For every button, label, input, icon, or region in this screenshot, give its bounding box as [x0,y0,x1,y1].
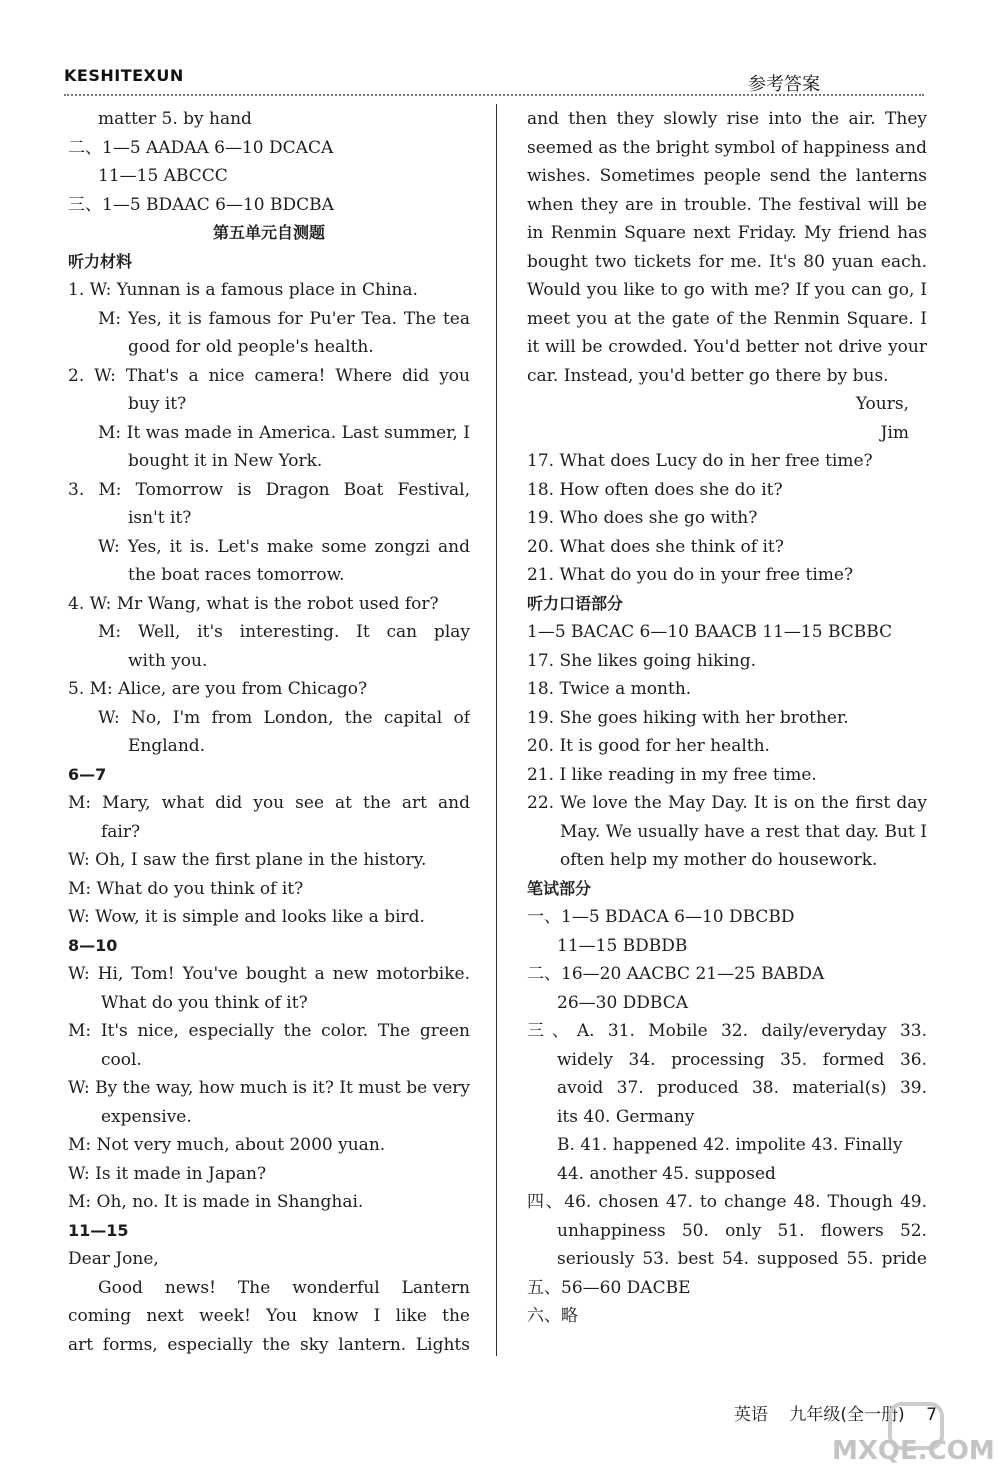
text-line: M: Yes, it is famous for Pu'er Tea. The tea [98,308,470,329]
text-line: with you. [128,650,208,671]
text-line: 8—10 [68,935,118,955]
text-line: 11—15 [68,1220,129,1240]
text-line: 17. She likes going hiking. [527,650,757,671]
text-line: seemed as the bright symbol of happiness and [527,137,927,158]
text-line: 5. M: Alice, are you from Chicago? [68,679,368,699]
header-section-title: 参考答案 [748,74,820,95]
text-line: 6—7 [68,764,107,784]
text-line: 11—15 BDBDB [557,935,688,956]
text-line: W: Is it made in Japan? [68,1163,267,1184]
text-line: when they are in trouble. The festival will be [527,194,927,215]
header-series-name: KESHITEXUN [64,66,184,85]
text-line: meet you at the gate of the Renmin Square. I [527,308,927,329]
column-divider [496,104,497,1356]
text-line: 19. Who does she go with? [527,508,758,528]
text-line: W: Wow, it is simple and looks like a bird. [68,907,425,927]
text-line: M: Oh, no. It is made in Shanghai. [68,1192,364,1212]
header-divider [64,94,924,96]
text-line: 2. W: That's a nice camera! Where did you [68,365,470,386]
text-line: and then they slowly rise into the air. They [527,109,927,129]
text-line: buy it? [128,394,187,414]
text-line: W: Yes, it is. Let's make some zongzi and [98,536,470,557]
text-line: 1—5 BACAC 6—10 BAACB 11—15 BCBBC [527,622,893,642]
text-line: M: It was made in America. Last summer, I [98,422,470,443]
text-line: avoid 37. produced 38. material(s) 39. [557,1078,927,1098]
text-line: 19. She goes hiking with her brother. [527,707,849,728]
watermark-text: MXQE.COM [832,1436,995,1466]
text-line: 20. It is good for her health. [527,736,770,756]
text-line: unhappiness 50. only 51. flowers 52. [557,1220,927,1241]
text-line: 18. Twice a month. [527,679,692,699]
text-line: often help my mother do housework. [560,850,878,870]
text-line: 笔试部分 [527,878,592,898]
text-line: 20. What does she think of it? [527,536,784,557]
text-line: wishes. Sometimes people send the lanterns [527,166,927,186]
text-line: 18. How often does she do it? [527,479,783,500]
text-line: England. [128,736,206,756]
text-line: bought it in New York. [128,451,323,471]
text-line: widely 34. processing 35. formed 36. [557,1049,927,1070]
watermark-logo [828,1402,995,1466]
text-line: 17. What does Lucy do in her free time? [527,451,873,471]
text-line: 五、56—60 DACBE [527,1277,691,1298]
text-line: 二、16—20 AACBC 21—25 BABDA [527,964,825,984]
left-column [68,105,470,1359]
text-line: M: Not very much, about 2000 yuan. [68,1135,386,1155]
text-line: M: Well, it's interesting. It can play [98,622,470,642]
right-column [527,105,927,1331]
text-line: Dear Jone, [68,1249,159,1269]
text-line: 11—15 ABCCC [98,166,228,186]
text-line: expensive. [101,1106,192,1127]
text-line: W: No, I'm from London, the capital of [98,707,470,728]
footer-grade: 九年级(全一册) [789,1405,905,1425]
text-line: art forms, especially the sky lantern. Lights [68,1334,470,1355]
text-line: W: Oh, I saw the first plane in the history. [68,850,427,870]
text-line: May. We usually have a rest that day. But I [560,821,927,842]
text-line: it will be crowded. You'd better not drive your [527,337,927,357]
text-line: isn't it? [128,508,192,528]
text-line: W: Hi, Tom! You've bought a new motorbike. [68,964,470,984]
text-line: coming next week! You know I like the [68,1306,470,1326]
text-line: 21. What do you do in your free time? [527,565,854,585]
text-line: 第五单元自测题 [212,223,325,242]
text-line: 22. We love the May Day. It is on the first day [527,793,927,813]
text-line: Yours, [855,394,909,414]
text-line: 26—30 DDBCA [557,992,689,1013]
text-line: 4. W: Mr Wang, what is the robot used for? [68,593,439,614]
text-line: Good news! The wonderful Lantern [98,1277,470,1298]
text-line: good for old people's health. [128,337,374,357]
text-line: 三、1—5 BDAAC 6—10 BDCBA [68,194,334,215]
text-line: M: It's nice, especially the color. The green [68,1021,470,1041]
text-line: in Renmin Square next Friday. My friend has [527,223,927,243]
text-line: M: What do you think of it? [68,878,304,899]
text-line: 听力材料 [68,251,133,271]
text-line: 1. W: Yunnan is a famous place in China. [68,280,418,300]
text-line: M: Mary, what did you see at the art and [68,793,470,813]
text-line: Jim [880,422,909,443]
text-line: cool. [101,1049,142,1070]
text-line: 二、1—5 AADAA 6—10 DCACA [68,137,334,158]
text-line: the boat races tomorrow. [128,565,345,585]
text-line: 四、46. chosen 47. to change 48. Though 49. [527,1192,927,1212]
text-line: Would you like to go with me? If you can go, I [527,280,927,300]
text-line: W: By the way, how much is it? It must be very [68,1078,470,1098]
text-line: 三、A. 31. Mobile 32. daily/everyday 33. [527,1021,927,1041]
text-line: 一、1—5 BDACA 6—10 DBCBD [527,907,795,927]
text-line: 六、略 [527,1306,578,1326]
text-line: What do you think of it? [101,992,308,1013]
text-line: seriously 53. best 54. supposed 55. pride [557,1249,927,1269]
text-line: fair? [101,821,141,842]
text-line: 听力口语部分 [527,593,624,613]
footer-page-number: 7 [926,1405,937,1425]
text-line: bought two tickets for me. It's 80 yuan each. [527,251,927,272]
text-line: 3. M: Tomorrow is Dragon Boat Festival, [68,479,470,500]
text-line: its 40. Germany [557,1106,695,1127]
footer-subject: 英语 [734,1405,768,1425]
text-line: car. Instead, you'd better go there by bus. [527,365,889,386]
text-line: 21. I like reading in my free time. [527,764,817,785]
text-line: 44. another 45. supposed [557,1163,776,1184]
text-line: B. 41. happened 42. impolite 43. Finally [557,1135,903,1155]
text-line: matter 5. by hand [98,109,252,129]
